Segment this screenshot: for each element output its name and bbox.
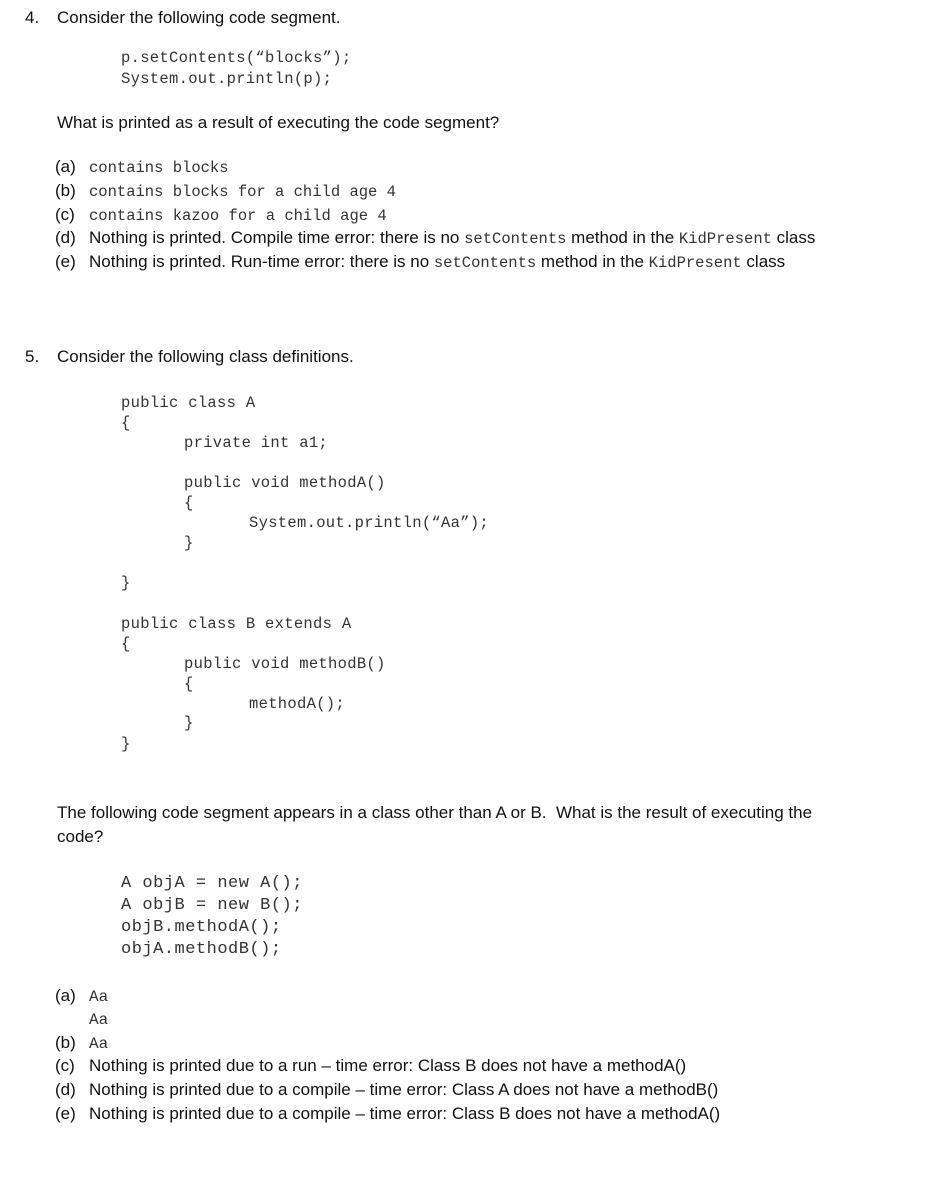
- code-line: }: [184, 714, 194, 732]
- question-number: 5.: [25, 347, 40, 366]
- option-text: Aa: [89, 1011, 109, 1029]
- option-text: class: [771, 228, 816, 247]
- option-label: (a): [55, 157, 76, 176]
- question-prompt: Consider the following class definitions.: [57, 347, 354, 366]
- code-line: public class A: [121, 394, 256, 412]
- option-text: class: [741, 252, 786, 271]
- option-label: (c): [55, 1056, 75, 1075]
- option-label: (e): [55, 1104, 76, 1123]
- option-code: KidPresent: [678, 230, 772, 248]
- option-b: [55, 181, 396, 201]
- question-text: What is printed as a result of executing the code segment?: [57, 113, 500, 132]
- code-line: public void methodA(): [184, 474, 386, 492]
- code-line: }: [121, 574, 131, 592]
- option-text: Nothing is printed due to a compile – time error: Class A does not have a methodB(): [89, 1080, 719, 1099]
- code-line: {: [121, 414, 131, 432]
- option-text: Nothing is printed due to a compile – time error: Class B does not have a methodA(): [89, 1104, 721, 1123]
- option-text: Nothing is printed. Run-time error: there is no: [89, 252, 434, 271]
- option-label: (c): [55, 205, 75, 224]
- option-b: [55, 1033, 108, 1053]
- option-label: (b): [55, 181, 76, 200]
- option-c: [55, 205, 387, 225]
- option-label: (a): [55, 986, 76, 1005]
- question-text: The following code segment appears in a class other than A or B. What is the result of executing the: [57, 803, 813, 822]
- option-e: [55, 1104, 720, 1124]
- question-prompt: Consider the following code segment.: [57, 8, 341, 27]
- code-line: p.setContents(“blocks”);: [121, 49, 352, 67]
- option-text: method in the: [536, 252, 649, 271]
- option-label: (e): [55, 252, 76, 271]
- code-line: methodA();: [249, 695, 346, 713]
- code-line: {: [121, 635, 131, 653]
- option-d: [55, 1080, 718, 1100]
- code-line: public class B extends A: [121, 615, 352, 633]
- option-c: [55, 1056, 686, 1076]
- option-text: Aa: [89, 1035, 109, 1053]
- code-line: A objA = new A();: [121, 874, 303, 893]
- option-text: contains kazoo for a child age 4: [89, 207, 387, 225]
- option-text: method in the: [566, 228, 679, 247]
- option-label: (d): [55, 1080, 76, 1099]
- question-text: code?: [57, 827, 104, 846]
- code-line: }: [121, 735, 131, 753]
- option-label: (b): [55, 1033, 76, 1052]
- code-line: objA.methodB();: [121, 940, 282, 959]
- option-code: setContents: [433, 254, 537, 272]
- option-code: KidPresent: [648, 254, 742, 272]
- code-line: A objB = new B();: [121, 896, 303, 915]
- code-line: System.out.println(“Aa”);: [249, 514, 490, 532]
- option-text: Nothing is printed. Compile time error: there is no: [89, 228, 465, 247]
- code-line: objB.methodA();: [121, 918, 282, 937]
- option-a-line2: [89, 1009, 108, 1029]
- code-line: {: [184, 675, 194, 693]
- option-d: [55, 228, 815, 248]
- code-line: }: [184, 534, 194, 552]
- option-a: [55, 157, 229, 177]
- code-line: System.out.println(p);: [121, 70, 333, 88]
- option-text: contains blocks for a child age 4: [89, 183, 396, 201]
- option-text: Aa: [89, 988, 109, 1006]
- question-number: 4.: [25, 8, 40, 27]
- code-line: {: [184, 494, 194, 512]
- code-line: private int a1;: [184, 434, 329, 452]
- option-code: setContents: [464, 230, 567, 248]
- option-a: [55, 986, 108, 1006]
- option-label: (d): [55, 228, 76, 247]
- code-line: public void methodB(): [184, 655, 386, 673]
- option-text: contains blocks: [89, 159, 229, 177]
- option-text: Nothing is printed due to a run – time error: Class B does not have a methodA(): [89, 1056, 687, 1075]
- option-e: [55, 252, 785, 272]
